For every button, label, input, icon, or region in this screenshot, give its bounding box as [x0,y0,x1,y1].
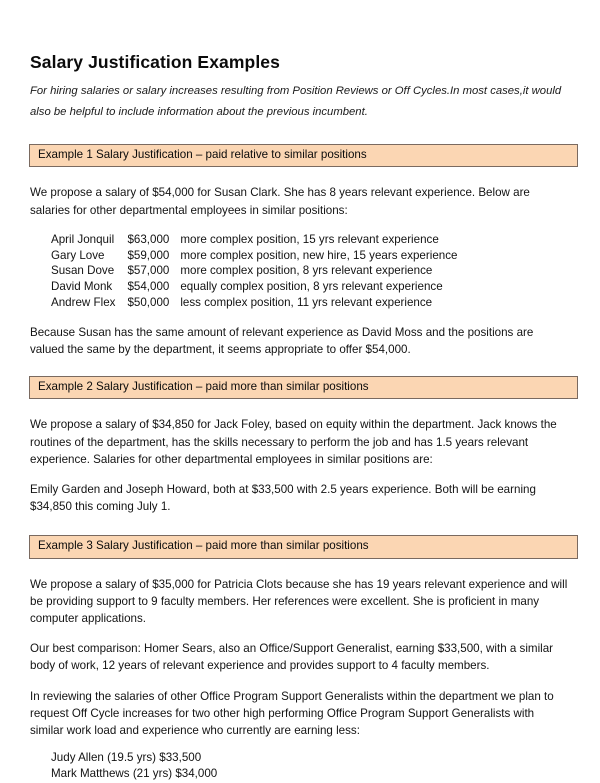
table-row [51,263,457,279]
example-2-intro-text: We propose a salary of $34,850 for Jack Foley, based on equity within the department. Jack knows the routines of the department, has the skills necessary to perform the job and has 1.5 years relevant experience. Salaries for other departmental employees in similar positions are: [30,418,557,466]
example-2-conclusion-text: Emily Garden and Joseph Howard, both at $33,500 with 2.5 years experience. Both will be earning $34,850 this coming July 1. [30,482,536,514]
page-subtitle: For hiring salaries or salary increases resulting from Position Reviews or Off Cycles.In most cases,it would also be helpful to include information about the previous incumbent. [30,85,562,119]
example-1-intro-text: We propose a salary of $54,000 for Susan Clark. She has 8 years relevant experience. Below are salaries for other departmental employees in similar positions: [30,186,530,217]
employee-description: less complex position, 11 yrs relevant experience [180,295,433,309]
employee-salary: $59,000 [127,248,170,262]
employee-name: April Jonquil [51,232,115,246]
list-item: Judy Allen (19.5 yrs) $33,500 [51,751,202,764]
page-title: Salary Justification Examples [30,52,280,72]
employee-salary: $57,000 [127,264,170,278]
example-1-conclusion-text: Because Susan has the same amount of relevant experience as David Moss and the positions are valued the same by the department, it seems appropriate to offer $54,000. [30,325,534,356]
employee-description: more complex position, 8 yrs relevant experience [180,264,433,278]
employee-description: equally complex position, 8 yrs relevant experience [180,280,443,294]
example-3-intro-text: We propose a salary of $35,000 for Patricia Clots because she has 19 years relevant experience and will be providing support to 9 faculty members. Her references were excellent. She is proficient in many computer applications. [30,577,568,626]
section-header-example-2: Example 2 Salary Justification – paid more than similar positions [29,376,578,399]
table-row [51,248,457,264]
spacer [30,528,578,535]
employee-description: more complex position, new hire, 15 years experience [180,248,458,262]
table-row [51,232,457,248]
table-row [51,295,457,311]
section-header-example-3: Example 3 Salary Justification – paid more than similar positions [29,535,578,558]
list-item: Mark Matthews (21 yrs) $34,000 [51,767,218,781]
section-header-example-1: Example 1 Salary Justification – paid relative to similar positions [29,144,578,167]
employee-salary: $54,000 [127,280,170,294]
employee-name: David Monk [51,280,113,294]
employee-description: more complex position, 15 yrs relevant experience [180,232,439,246]
employee-salary: $50,000 [127,295,170,309]
employee-salary: $63,000 [127,232,170,246]
table-row [51,279,457,295]
example-3-employee-list [51,750,578,783]
employee-name: Andrew Flex [51,295,116,309]
employee-name: Susan Dove [51,264,115,278]
employee-name: Gary Love [51,248,105,262]
example-3-review-text: In reviewing the salaries of other Office Program Support Generalists within the department we plan to request Off Cycle increases for two other high performing Office Program Support Generalists with similar work load and experience who currently are earning less: [30,689,554,737]
example-3-comparison-text: Our best comparison: Homer Sears, also an Office/Support Generalist, earning $33,500, with a similar body of work, 12 years of relevant experience and provides support to 4 faculty members. [30,642,554,673]
example-1-salary-table [51,232,457,311]
